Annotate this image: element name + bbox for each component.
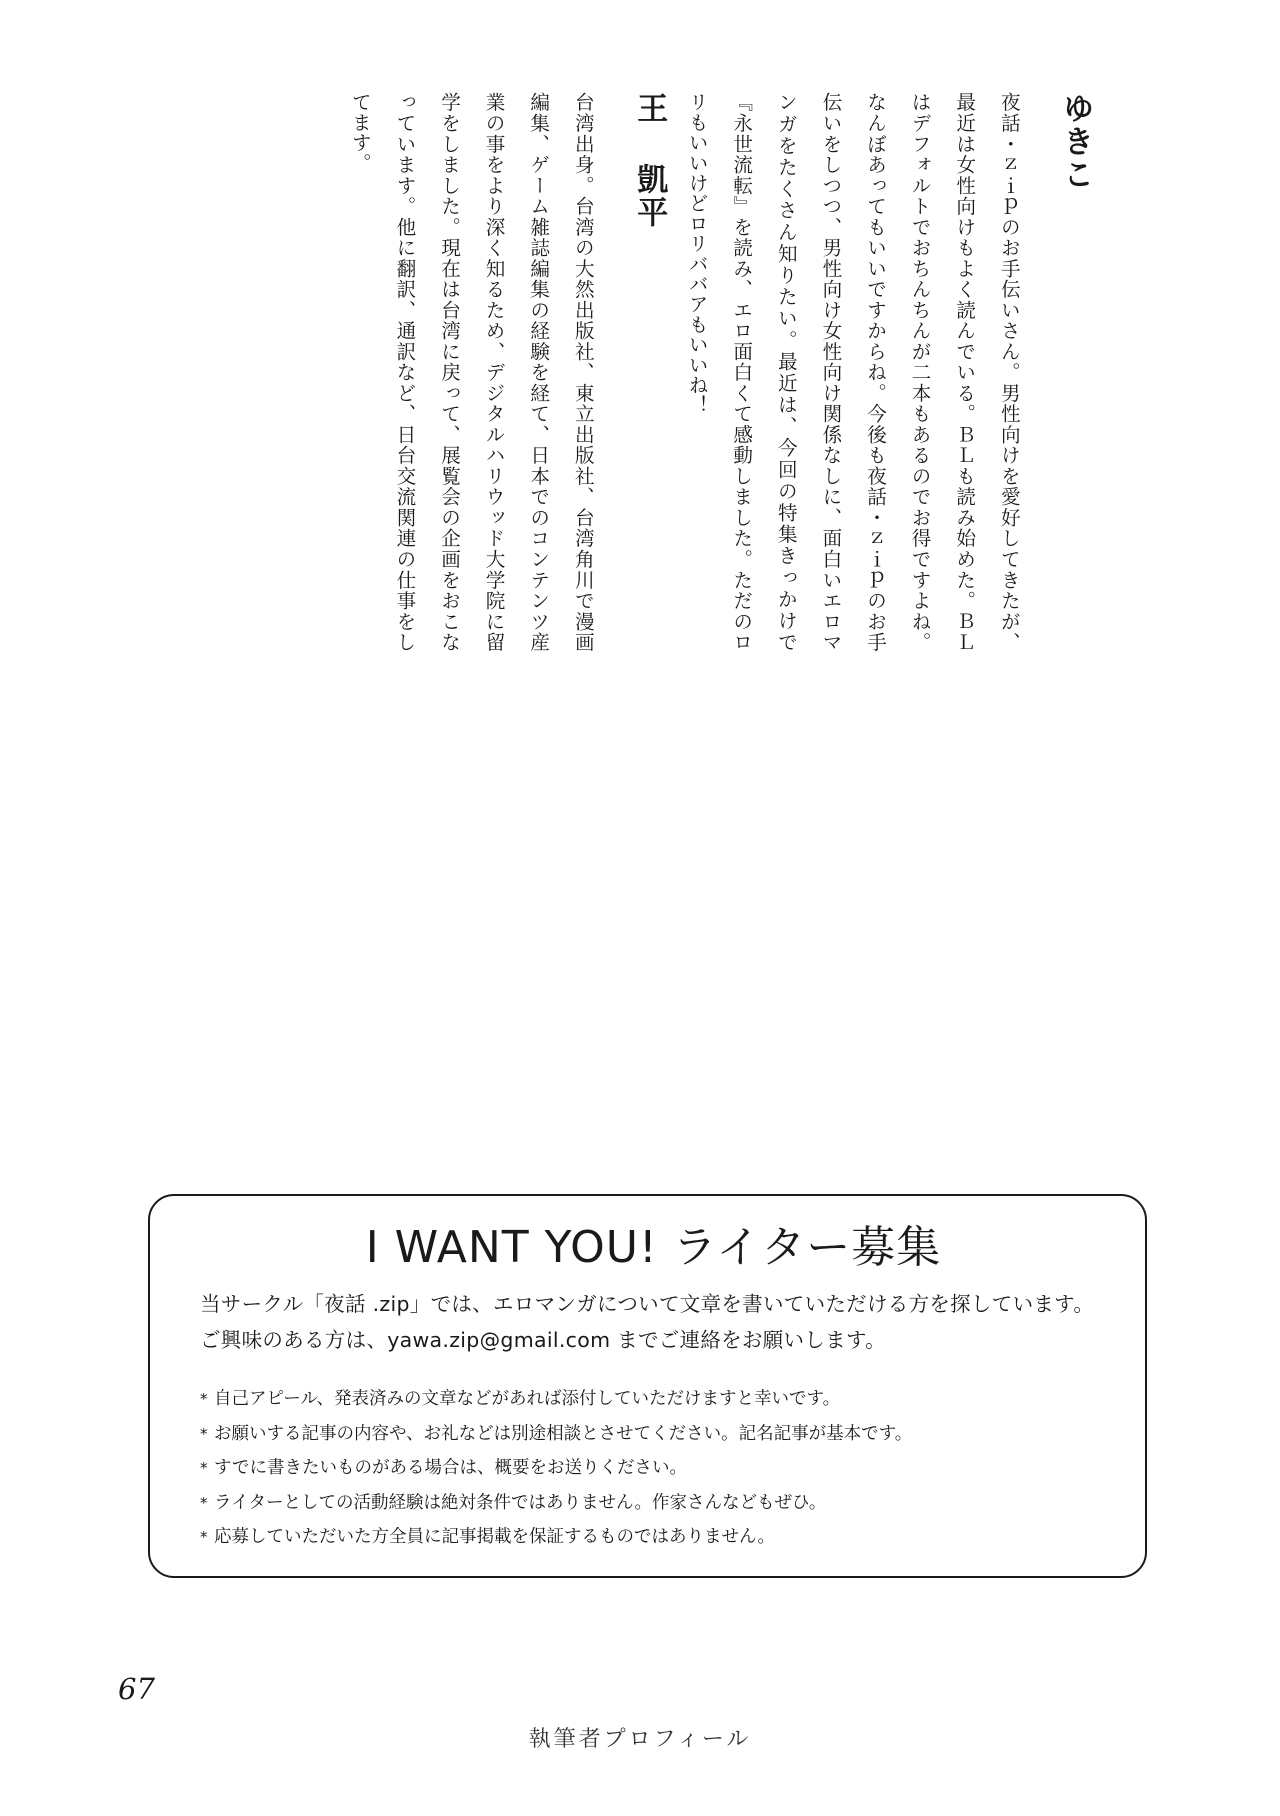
section-footer-title: 執筆者プロフィール: [528, 1727, 752, 1752]
asterisk-mark: *: [200, 1459, 208, 1477]
profile-wang-kaiping: [337, 92, 698, 652]
recruitment-notes: [200, 1382, 1107, 1555]
note-text: すでに書きたいものがある場合は、概要をお送りください。: [214, 1458, 688, 1478]
note-item: [200, 1417, 1107, 1452]
recruitment-intro: 当サークル「夜話 .zip」では、エロマンガについて文章を書いていただける方を探しています。ご興味のある方は、yawa.zip@gmail.com までご連絡をお願いします。: [200, 1292, 1095, 1352]
note-item: [200, 1451, 1107, 1486]
page-number: 67: [118, 1672, 155, 1706]
profile-bio: 夜話・ｚｉｐのお手伝いさん。男性向けを愛好してきたが、最近は女性向けもよく読んでいる。ＢＬも読み始めた。ＢＬはデフォルトでおちんちんが二本もあるのでお得ですよね。なんぼあってもいいですからね。今後も夜話・ｚｉｐのお手伝いをしつつ、男性向け女性向け関係なしに、面白いエロマンガをたくさん知りたい。最近は、今回の特集きっかけで『永世流転』を読み、エロ面白くて感動しました。ただのロリもいいけどロリババアもいいね！: [685, 92, 1021, 652]
note-item: [200, 1382, 1107, 1417]
note-text: ライターとしての活動経験は絶対条件ではありません。作家さんなどもぜひ。: [214, 1492, 827, 1513]
note-text: 自己アピール、発表済みの文章などがあれば添付していただけますと幸いです。: [214, 1389, 841, 1409]
note-text: 応募していただいた方全員に記事掲載を保証するものではありません。: [214, 1527, 776, 1547]
note-text: お願いする記事の内容や、お礼などは別途相談とさせてください。記名記事が基本です。: [214, 1423, 913, 1444]
asterisk-mark: *: [200, 1528, 208, 1546]
recruitment-title: I WANT YOU! ライター募集: [365, 1222, 942, 1273]
writer-recruitment-box: [148, 1194, 1147, 1578]
asterisk-mark: *: [200, 1390, 208, 1408]
note-item: [200, 1486, 1107, 1521]
note-item: [200, 1520, 1107, 1555]
asterisk-mark: *: [200, 1424, 208, 1443]
profile-name: 王 凱平: [631, 92, 668, 229]
profile-name: ゆきこ: [1057, 92, 1094, 191]
profile-bio: 台湾出身。台湾の大然出版社、東立出版社、台湾角川で漫画編集、ゲーム雑誌編集の経験を経て、日本でのコンテンツ産業の事をより深く知るため、デジタルハリウッド大学院に留学をしました。現在は台湾に戻って、展覧会の企画をおこなっています。他に翻訳、通訳など、日台交流関連の仕事をしてます。: [348, 92, 595, 652]
asterisk-mark: *: [200, 1493, 208, 1512]
profile-yukiko: [674, 92, 1124, 652]
